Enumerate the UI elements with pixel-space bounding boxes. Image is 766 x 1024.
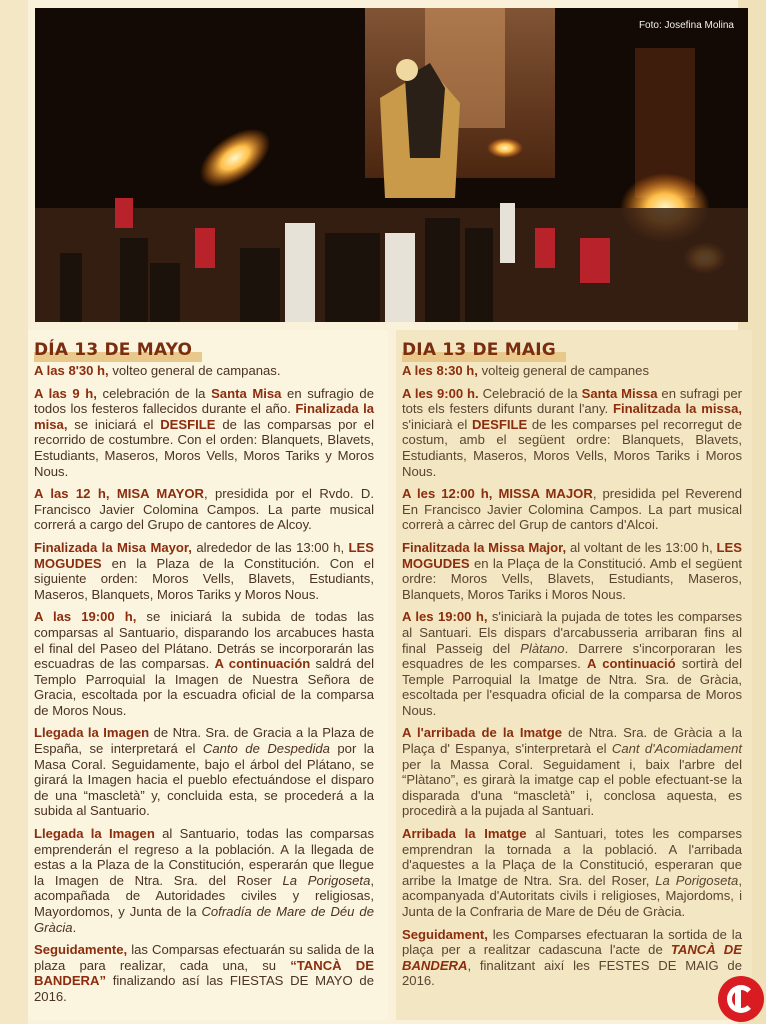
paragraph: Seguidamente, las Comparsas efectuarán su salida de la plaza para realizar, cada una, su “TANCÀ DE BANDERA” finalizando así las FIESTAS DE MAYO de 2016. [34,942,374,1004]
paragraph: Finalitzada la Missa Major, al voltant de les 13:00 h, LES MOGUDES en la Plaça de la Constitució. Amb el següent ordre: Moros Vells, Blavets, Estudiants, Maseros, Blanquets, Moros Tariks i Moros Nous. [402,539,742,602]
valencian-column [402,340,742,996]
paragraph: Seguidament, les Comparses efectuaran la sortida de la plaça per a realitzar cadascuna l'acte de TANCÀ DE BANDERA, finalitzant així les FESTES DE MAIG de 2016. [402,926,742,989]
paragraph: Llegada la Imagen al Santuario, todas las comparsas emprenderán el regreso a la población. A la llegada de estas a la Plaza de la Constitución, esperarán que llegue la Imagen de Ntra. Sra. del Roser La Porigoseta, acompañada de Autoridades civiles y religiosas, Mayordomos, y Junta de la Cofradía de Mare de Déu de Gràcia. [34,826,374,935]
paragraph: A las 12 h, MISA MAYOR, presidida por el Rvdo. D. Francisco Javier Colomina Campos. La parte musical correrá a cargo del Grupo de cantores de Alcoy. [34,486,374,533]
paragraph: A las 9 h, celebración de la Santa Misa en sufragio de todos los festeros fallecidos durante el año. Finalizada la misa, se iniciará el DESFILE de las comparsas por el recorrido de costumbre. Con el orden: Blanquets, Blavets, Estudiants, Maseros, Moros Vells, Moros Tariks y Moros Nous. [34,385,375,479]
spanish-heading: DÍA 13 DE MAYO [34,340,202,362]
paragraph: A las 19:00 h, se iniciará la subida de todas las comparsas al Santuario, disparando los arcabuces hasta el final del Paseo del Plátano. Detrás se incorporarán las escuadras de las comparsas. A continuación saldrá del Templo Parroquial la Imagen de Nuestra Señora de Gracia, escoltada por la escuadra oficial de la comparsa de Moros Nous. [34,609,374,718]
paragraph: A l'arribada de la Imatge de Ntra. Sra. de Gràcia a la Plaça d' Espanya, s'interpretarà el Cant d'Acomiadament per la Massa Coral. Seguidament i, baix l'arbre del “Plàtano”, es girarà la imatge cap el poble efectuant-se la disparada d'una “mascletà” i, conclosa aquesta, es procedirà a la pujada al Santuari. [402,725,742,819]
valencian-heading: DIA 13 DE MAIG [402,340,566,362]
spanish-column [34,340,374,1012]
paragraph: Llegada la Imagen de Ntra. Sra. de Gracia a la Plaza de España, se interpretará el Canto de Despedida por la Masa Coral. Seguidamente, bajo el árbol del Plátano, se girará la Imagen hacia el pueblo efectuándose el disparo de una “mascletà” y, concluida esta, se procederá a la subida al Santuario. [34,725,375,819]
paragraph: A les 8:30 h, volteig general de campanes [402,363,649,378]
photo-credit: Foto: Josefina Molina [638,20,734,31]
paragraph: Finalizada la Misa Mayor, alrededor de las 13:00 h, LES MOGUDES en la Plaza de la Constitución. Con el siguiente orden: Moros Vells, Blavets, Estudiants, Maseros, Blanquets, Moros Tariks y Moros Nous. [34,539,374,602]
publisher-logo-icon [718,976,764,1022]
paragraph: A les 9:00 h. Celebració de la Santa Missa en sufragi per tots els festers difunts durant l'any. Finalitzada la missa, s'iniciarà el DESFILE de les comparses pel recorregut de costum, amb el següent ordre: Blanquets, Blavets, Estudiants, Maseros, Moros Vells, Moros Tariks i Moros Nous. [402,385,743,479]
procession-photo [35,8,748,322]
paragraph: A las 8'30 h, volteo general de campanas. [34,363,281,378]
paragraph: A les 19:00 h, s'iniciarà la pujada de totes les comparses al Santuari. Els dispars d'arcabusseria arribaran fins al final Passeig del Plàtano. Darrere s'incorporaran les esquadres de les comparses. A continuació sortirà del Temple Parroquial la Imatge de Ntra. Sra. de Gràcia, escoltada per l'esquadra oficial de la comparsa de Moros Nous. [402,609,742,718]
paragraph: Arribada la Imatge al Santuari, totes les comparses emprendran la tornada a la població. A l'arribada d'aquestes a la Plaça de la Constitució, esperaran que arribe la Imatge de Ntra. Sra. del Roser, La Porigoseta, acompanyada d'Autoritats civils i religioses, Majordoms, i Junta de la Confraria de Mare de Déu de Gràcia. [402,826,743,919]
paragraph: A les 12:00 h, MISSA MAJOR, presidida pel Reverend En Francisco Javier Colomina Campos. La part musical correrà a càrrec del Grup de cantors d'Alcoi. [402,486,742,533]
